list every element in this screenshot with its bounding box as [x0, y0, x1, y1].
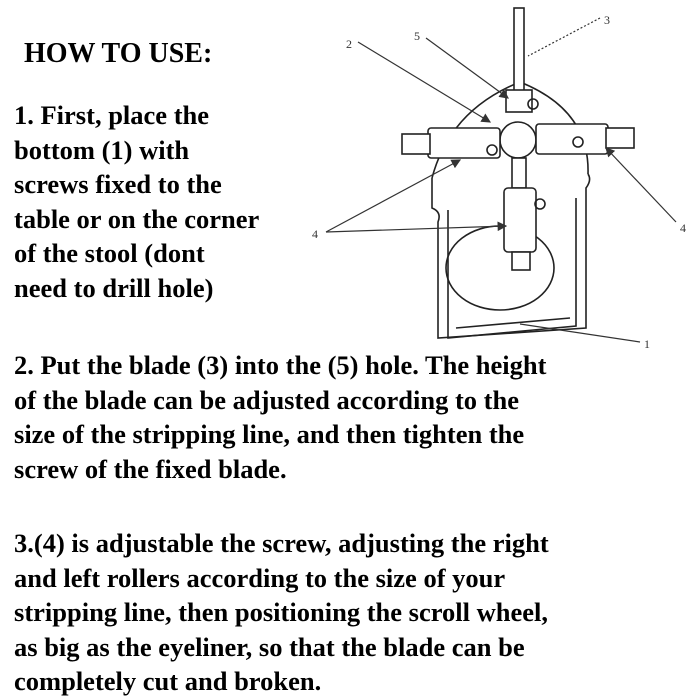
right-roller [536, 124, 608, 154]
step-1-line: table or on the corner [14, 203, 260, 234]
step-3-line: stripping line, then positioning the scroll wheel, [14, 597, 548, 627]
step-3-line: as big as the eyeliner, so that the blade can be [14, 631, 525, 662]
oval-stand [446, 226, 554, 310]
step-1-line: of the stool (dont [14, 238, 205, 268]
bottom-knob [512, 252, 530, 270]
step-1-line: screws fixed to the [14, 169, 222, 199]
step-1-line: bottom (1) with [14, 134, 190, 165]
step-2-text [14, 348, 694, 486]
step-2-line: size of the stripping line, and then tighten the [14, 419, 525, 449]
step-2-line: 2. Put the blade (3) into the (5) hole. The height [14, 350, 547, 380]
left-knob [402, 134, 430, 154]
step-3-line: and left rollers according to the size of your [14, 562, 506, 593]
label-part-1: 1 [644, 337, 650, 351]
bottom-link [512, 158, 526, 188]
blade [514, 8, 524, 94]
step-1-line: need to drill hole) [14, 272, 214, 303]
right-knob [606, 128, 634, 148]
wire-stripper-diagram [300, 0, 700, 360]
label-part-2: 2 [346, 37, 352, 51]
step-2-line: screw of the fixed blade. [14, 453, 287, 484]
bottom-roller [504, 188, 536, 252]
step-1-text [14, 98, 314, 305]
base-bottom [456, 318, 570, 328]
label-part-4-right: 4 [680, 221, 686, 235]
page-heading: HOW TO USE: [24, 38, 213, 69]
label-part-5: 5 [414, 29, 420, 43]
label-part-3: 3 [604, 13, 610, 27]
center-hub [500, 122, 536, 158]
step-1-line: 1. First, place the [14, 100, 210, 130]
step-3-text [14, 526, 694, 699]
label-part-4-left: 4 [312, 227, 318, 241]
step-3-line: 3.(4) is adjustable the screw, adjusting the right [14, 528, 549, 558]
step-3-line: completely cut and broken. [14, 666, 322, 696]
step-2-line: of the blade can be adjusted according to the [14, 384, 519, 415]
